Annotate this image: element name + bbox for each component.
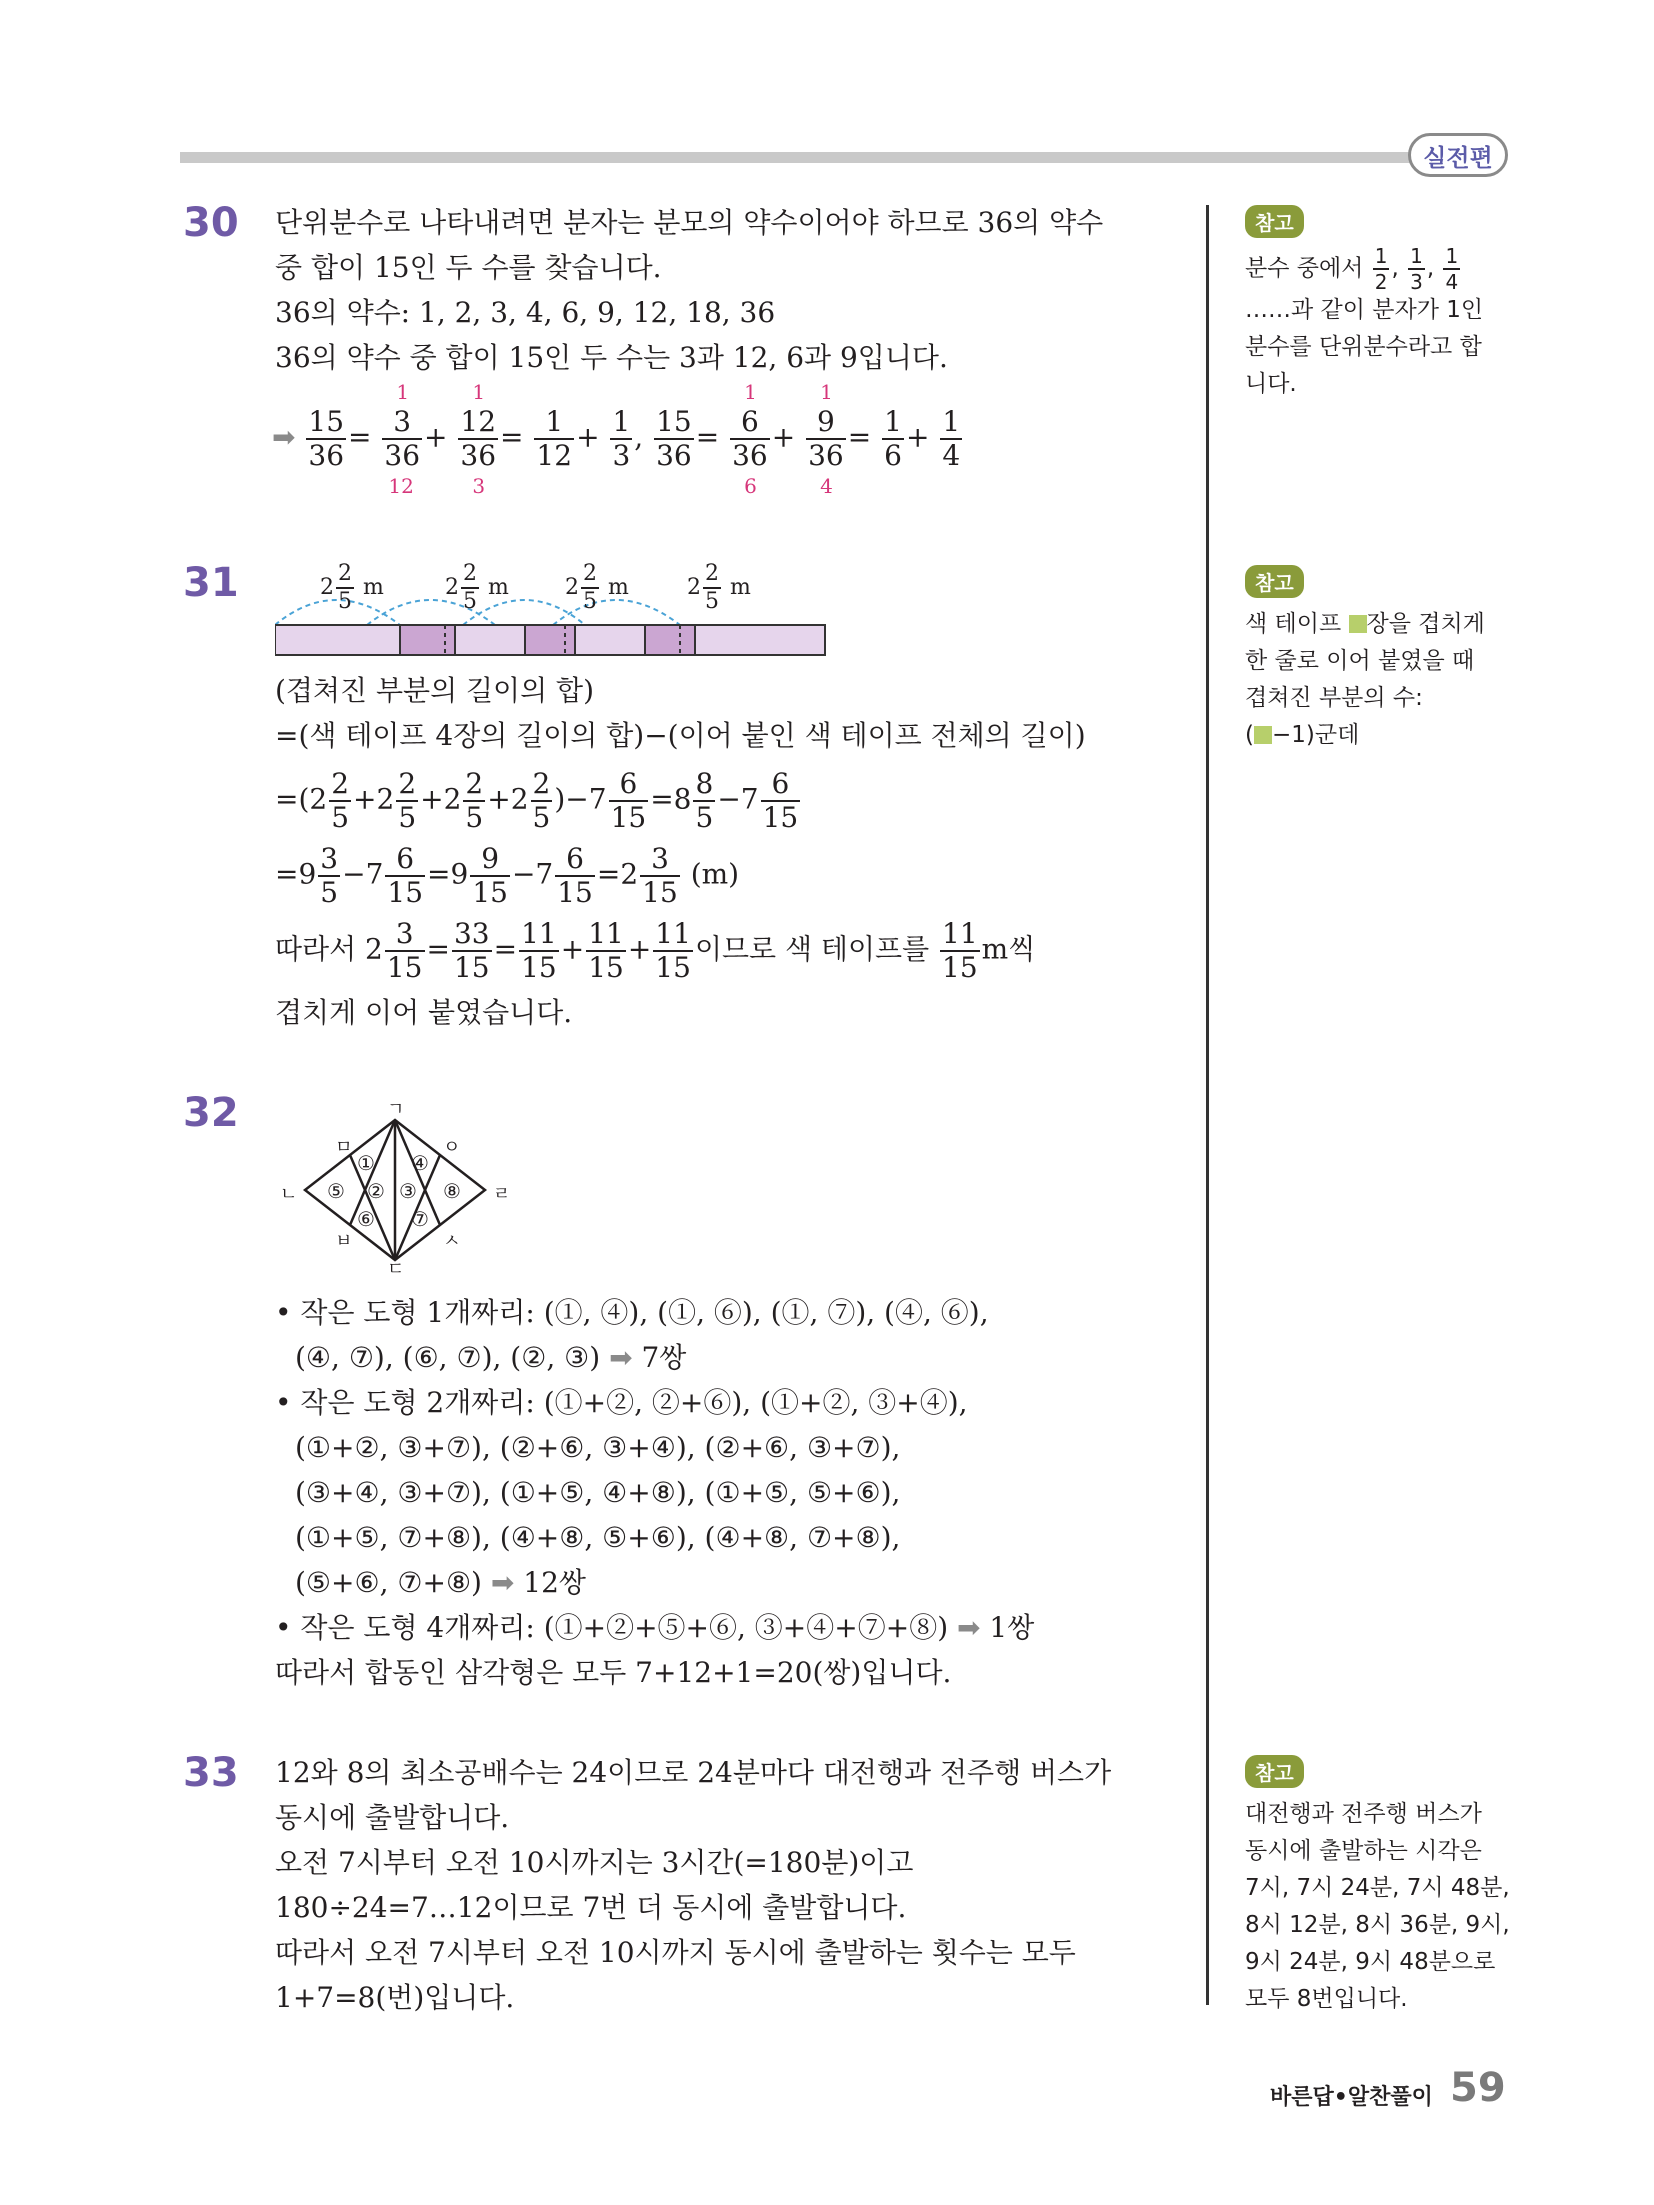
tape-diagram	[275, 555, 835, 665]
text-line: 36의 약수: 1, 2, 3, 4, 6, 9, 12, 18, 36	[275, 296, 776, 329]
note-heading: 참고	[1245, 1755, 1304, 1788]
problem-33-text	[275, 1750, 1111, 2020]
note-heading: 참고	[1245, 565, 1304, 598]
vertex-label: ㄹ	[493, 1184, 511, 1205]
vertex-label: ㅅ	[443, 1231, 461, 1252]
tape-label: 2 $\frac{2}{5}$ m	[320, 561, 384, 614]
text-line: 따라서 오전 7시부터 오전 10시까지 동시에 출발하는 횟수는 모두	[275, 1936, 1076, 1969]
fraction: 1 12 36 3	[460, 380, 497, 498]
text-line: • 작은 도형 2개짜리: (①+②, ②+⑥), (①+②, ③+④),	[275, 1386, 968, 1419]
header-bar	[180, 152, 1420, 163]
vertex-label: ㅇ	[443, 1137, 461, 1158]
region-label: ④	[411, 1151, 429, 1175]
problem-30-equation: ➡ $\frac{15}{36}$ = 1 3 36 12 + 1 12 36 3 = $\frac{1}{12}$ + $\frac{1}{3}$ , $\frac{15}{36}$ = 1 6 36 6 + 1 9 36 4 = $\frac{1}{6}$ + $\frac{1}{4}$	[272, 380, 961, 498]
problem-number-31: 31	[183, 560, 239, 606]
text-line: (⑤+⑥, ⑦+⑧) ➡ 12쌍	[295, 1566, 586, 1599]
note-3	[1245, 1755, 1510, 2018]
region-label: ⑧	[443, 1179, 461, 1203]
note-body: 색 테이프 장을 겹치게 한 줄로 이어 붙였을 때 겹쳐진 부분의 수: ( −1)군데	[1245, 611, 1485, 748]
text-line: 단위분수로 나타내려면 분자는 분모의 약수이어야 하므로 36의 약수	[275, 206, 1104, 239]
fraction: $\frac{1}{3}$	[612, 405, 631, 472]
tape-label: 2 $\frac{2}{5}$ m	[565, 561, 629, 614]
text-line: 36의 약수 중 합이 15인 두 수는 3과 12, 6과 9입니다.	[275, 341, 948, 374]
note-body: 대전행과 전주행 버스가 동시에 출발하는 시각은 7시, 7시 24분, 7시 48분, 8시 12분, 8시 36분, 9시, 9시 24분, 9시 48분으로 모두 8번입니다.	[1245, 1801, 1510, 2012]
column-divider	[1206, 205, 1209, 2005]
text-line: 동시에 출발합니다.	[275, 1801, 510, 1834]
region-label: ⑤	[327, 1179, 345, 1203]
problem-31-line: (겹쳐진 부분의 길이의 합)	[275, 674, 595, 707]
text-line: 오전 7시부터 오전 10시까지는 3시간(=180분)이고	[275, 1846, 914, 1879]
fraction: $\frac{1}{12}$	[536, 405, 573, 472]
problem-31-calc-3: 따라서 2 $\frac{3}{15}$ = $\frac{33}{15}$ = $\frac{11}{15}$ + $\frac{11}{15}$ + $\frac{11}{15}$ 이므로 색 테이프를 $\frac{11}{15}$ m씩	[275, 917, 1036, 984]
problem-31-calc-1: =(2 $\frac{2}{5}$ +2 $\frac{2}{5}$ +2 $\frac{2}{5}$ +2 $\frac{2}{5}$ )−7 $\frac{6}{15}$ =8 $\frac{8}{5}$ −7 $\frac{6}{15}$	[275, 767, 799, 834]
vertex-label: ㅁ	[335, 1137, 353, 1158]
fraction: $\frac{15}{36}$	[656, 405, 692, 472]
rhombus-diagram	[275, 1095, 535, 1280]
text-line: (③+④, ③+⑦), (①+⑤, ④+⑧), (①+⑤, ⑤+⑥),	[295, 1476, 901, 1509]
page-number: 59	[1450, 2065, 1506, 2111]
text-line: • 작은 도형 1개짜리: (①, ④), (①, ⑥), (①, ⑦), (④, ⑥),	[275, 1296, 989, 1329]
fraction: $\frac{15}{36}$	[308, 405, 345, 472]
text-line: 따라서 합동인 삼각형은 모두 7+12+1=20(쌍)입니다.	[275, 1656, 952, 1689]
problem-number-32: 32	[183, 1090, 239, 1136]
tape-label: 2 $\frac{2}{5}$ m	[687, 561, 751, 614]
fraction: 1 9 36 4	[808, 380, 844, 498]
text-line: (①+②, ③+⑦), (②+⑥, ③+④), (②+⑥, ③+⑦),	[295, 1431, 901, 1464]
region-label: ②	[367, 1179, 385, 1203]
problem-number-33: 33	[183, 1750, 239, 1796]
problem-32-text	[275, 1290, 1034, 1695]
arrow-icon: ➡	[272, 420, 296, 454]
tape-label: 2 $\frac{2}{5}$ m	[445, 561, 509, 614]
problem-31-calc-2: =9 $\frac{3}{5}$ −7 $\frac{6}{15}$ =9 $\frac{9}{15}$ −7 $\frac{6}{15}$ =2 $\frac{3}{15}$ (m)	[275, 842, 740, 909]
problem-31-line: 겹치게 이어 붙였습니다.	[275, 996, 573, 1029]
problem-30-text	[275, 200, 1103, 380]
footer-text: 바른답•알찬풀이	[1270, 2085, 1433, 2110]
note-1	[1245, 205, 1510, 403]
region-label: ①	[357, 1151, 375, 1175]
problem-number-30: 30	[183, 200, 239, 246]
text-line: 12와 8의 최소공배수는 24이므로 24분마다 대전행과 전주행 버스가	[275, 1756, 1112, 1789]
vertex-label: ㅂ	[335, 1231, 353, 1252]
note-body: 분수 중에서 $\frac{1}{2}$ , $\frac{1}{3}$ , $\frac{1}{4}$ ……과 같이 분자가 1인 분수를 단위분수라고 합 니다.	[1245, 244, 1484, 397]
fraction: 1 3 36 12	[384, 380, 421, 498]
region-label: ③	[399, 1179, 417, 1203]
fraction: $\frac{1}{4}$	[942, 405, 961, 472]
section-tag: 실전편	[1408, 133, 1508, 177]
vertex-label: ㄴ	[280, 1184, 298, 1205]
fraction: $\frac{1}{6}$	[884, 405, 902, 472]
vertex-label: ㄱ	[387, 1099, 405, 1120]
text-line: 중 합이 15인 두 수를 찾습니다.	[275, 251, 662, 284]
text-line: • 작은 도형 4개짜리: (①+②+⑤+⑥, ③+④+⑦+⑧) ➡ 1쌍	[275, 1611, 1035, 1644]
vertex-label: ㄷ	[387, 1259, 405, 1280]
fraction: 1 6 36 6	[732, 380, 768, 498]
region-label: ⑦	[411, 1207, 429, 1231]
text-line: (①+⑤, ⑦+⑧), (④+⑧, ⑤+⑥), (④+⑧, ⑦+⑧),	[295, 1521, 901, 1554]
note-heading: 참고	[1245, 205, 1304, 238]
text-line: 180÷24=7…12이므로 7번 더 동시에 출발합니다.	[275, 1891, 907, 1924]
text-line: (④, ⑦), (⑥, ⑦), (②, ③) ➡ 7쌍	[295, 1341, 687, 1374]
note-2	[1245, 565, 1510, 754]
region-label: ⑥	[357, 1207, 375, 1231]
problem-31-line: =(색 테이프 4장의 길이의 합)−(이어 붙인 색 테이프 전체의 길이)	[275, 719, 1086, 752]
text-line: 1+7=8(번)입니다.	[275, 1981, 515, 2014]
